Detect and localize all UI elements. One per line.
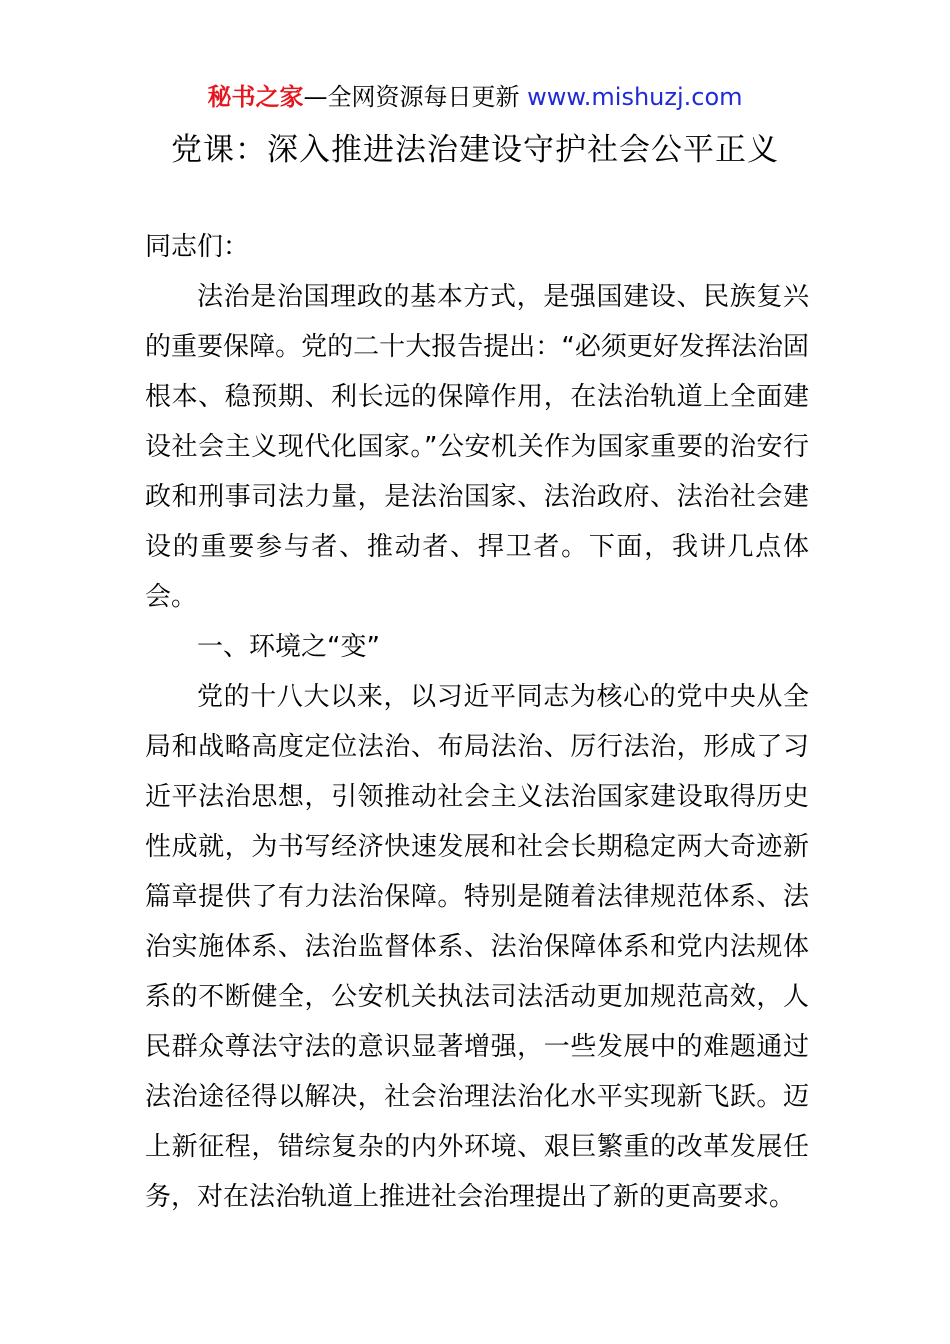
site-header (0, 80, 950, 114)
site-tagline: —全网资源每日更新 (303, 83, 528, 111)
site-url-link[interactable]: www.mishuzj.com (527, 83, 743, 111)
section-heading: 一、环境之“变” (197, 632, 380, 662)
salutation: 同志们： (145, 232, 250, 262)
document-title: 党课：深入推进法治建设守护社会公平正义 (171, 132, 779, 168)
document-body (145, 222, 809, 1222)
paragraph-intro: 法治是治国理政的基本方式，是强国建设、民族复兴的重要保障。党的二十大报告提出：“必须更好发挥法治固根本、稳预期、利长远的保障作用，在法治轨道上全面建设社会主义现代化国家。”公安机关作为国家重要的治安行政和刑事司法力量，是法治国家、法治政府、法治社会建设的重要参与者、推动者、捍卫者。下面，我讲几点体会。 (145, 282, 809, 612)
site-brand: 秘书之家 (207, 83, 304, 111)
paragraph-section-1: 党的十八大以来，以习近平同志为核心的党中央从全局和战略高度定位法治、布局法治、厉行法治，形成了习近平法治思想，引领推动社会主义法治国家建设取得历史性成就，为书写经济快速发展和社会长期稳定两大奇迹新篇章提供了有力法治保障。特别是随着法律规范体系、法治实施体系、法治监督体系、法治保障体系和党内法规体系的不断健全，公安机关执法司法活动更加规范高效，人民群众尊法守法的意识显著增强，一些发展中的难题通过法治途径得以解决，社会治理法治化水平实现新飞跃。迈上新征程，错综复杂的内外环境、艰巨繁重的改革发展任务，对在法治轨道上推进社会治理提出了新的更高要求。 (145, 682, 809, 1212)
